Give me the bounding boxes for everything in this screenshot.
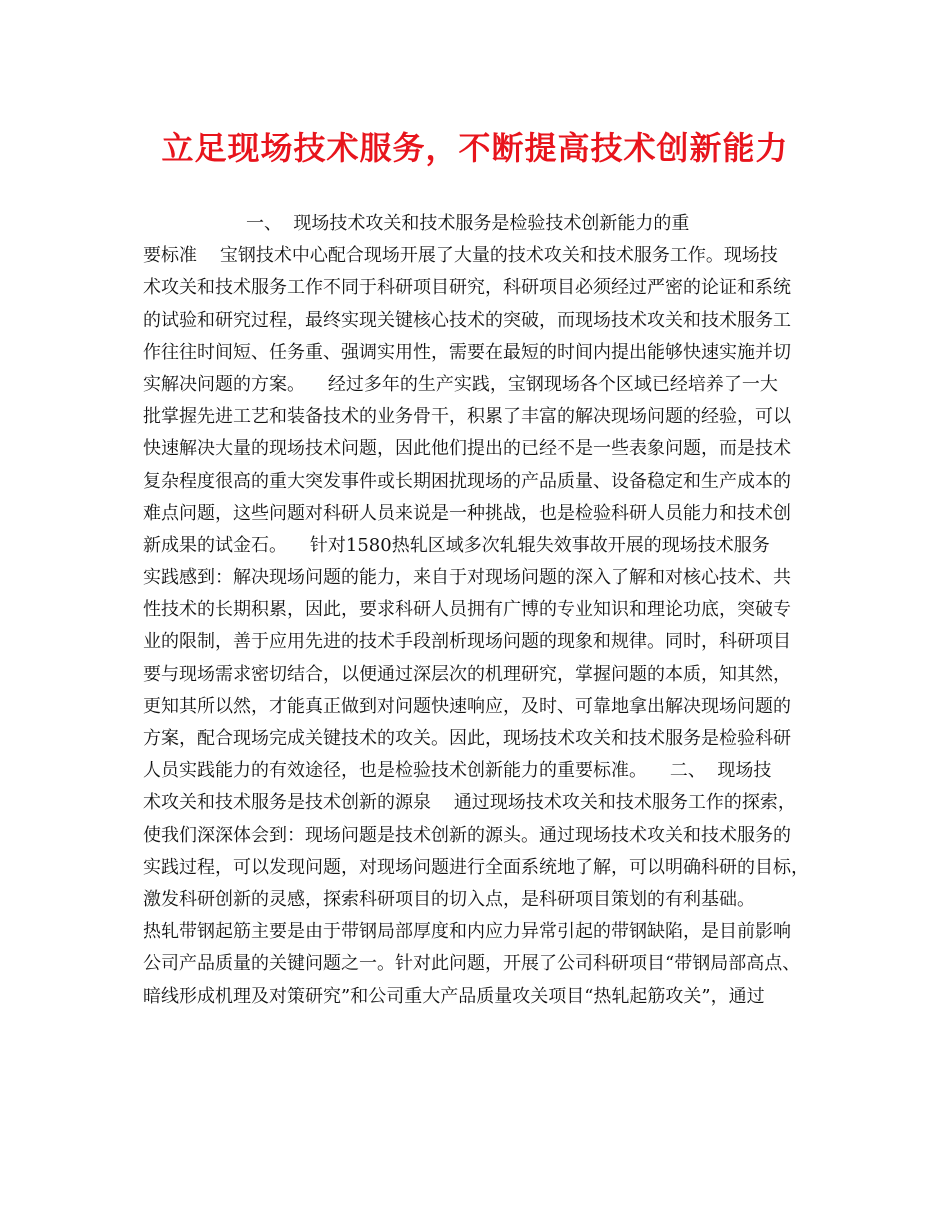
body-text-line: 实践过程，可以发现问题，对现场问题进行全面系统地了解，可以明确科研的目标， [143,856,809,878]
body-text-line: 要与现场需求密切结合，以便通过深层次的机理研究，掌握问题的本质，知其然， [143,663,791,685]
body-text-line: 快速解决大量的现场技术问题，因此他们提出的已经不是一些表象问题，而是技术 [143,438,791,460]
body-text-line: 使我们深深体会到：现场问题是技术创新的源头。通过现场技术攻关和技术服务的 [143,824,791,846]
body-text-line: 术攻关和技术服务工作不同于科研项目研究，科研项目必须经过严密的论证和系统 [143,277,791,299]
body-text-line: 激发科研创新的灵感，探索科研项目的切入点，是科研项目策划的有利基础。 [143,888,755,910]
body-text-line: 实解决问题的方案。 经过多年的生产实践，宝钢现场各个区域已经培养了一大 [143,373,778,395]
body-text-line: 复杂程度很高的重大突发事件或长期困扰现场的产品质量、设备稳定和生产成本的 [143,470,791,492]
body-text-line: 要标准 宝钢技术中心配合现场开展了大量的技术攻关和技术服务工作。现场技 [143,245,778,267]
body-text-line: 术攻关和技术服务是技术创新的源泉 通过现场技术攻关和技术服务工作的探索， [143,792,796,814]
body-text-line: 新成果的试金石。 针对1580热轧区域多次轧辊失效事故开展的现场技术服务 [143,534,770,556]
body-text-line: 暗线形成机理及对策研究”和公司重大产品质量攻关项目“热轧起筋攻关”，通过 [143,985,765,1007]
body-text-line: 方案，配合现场完成关键技术的攻关。因此，现场技术攻关和技术服务是检验科研 [143,728,791,749]
body-text-line: 批掌握先进工艺和装备技术的业务骨干，积累了丰富的解决现场问题的经验，可以 [143,406,791,428]
body-text-line: 实践感到：解决现场问题的能力，来自于对现场问题的深入了解和对核心技术、共 [143,567,791,589]
body-text-line: 公司产品质量的关键问题之一。针对此问题，开展了公司科研项目“带钢局部高点、 [143,953,801,975]
body-text-line: 的试验和研究过程，最终实现关键核心技术的突破，而现场技术攻关和技术服务工 [143,309,791,331]
body-text-line: 难点问题，这些问题对科研人员来说是一种挑战，也是检验科研人员能力和技术创 [143,502,791,524]
body-text-line: 性技术的长期积累，因此，要求科研人员拥有广博的专业知识和理论功底，突破专 [143,599,791,621]
body-text-line: 一、 现场技术攻关和技术服务是检验技术创新能力的重 [143,213,690,234]
document-title: 立足现场技术服务，不断提高技术创新能力 [161,129,789,167]
body-text-line: 人员实践能力的有效途径，也是检验技术创新能力的重要标准。 二、 现场技 [143,760,772,782]
body-text-line: 更知其所以然，才能真正做到对问题快速响应，及时、可靠地拿出解决现场问题的 [143,695,791,717]
document-body [143,208,823,1013]
body-text-line: 业的限制，善于应用先进的技术手段剖析现场问题的现象和规律。同时，科研项目 [143,631,791,653]
body-text-line: 作往往时间短、任务重、强调实用性，需要在最短的时间内提出能够快速实施并切 [143,341,791,363]
body-text-line: 热轧带钢起筋主要是由于带钢局部厚度和内应力异常引起的带钢缺陷，是目前影响 [143,921,791,943]
